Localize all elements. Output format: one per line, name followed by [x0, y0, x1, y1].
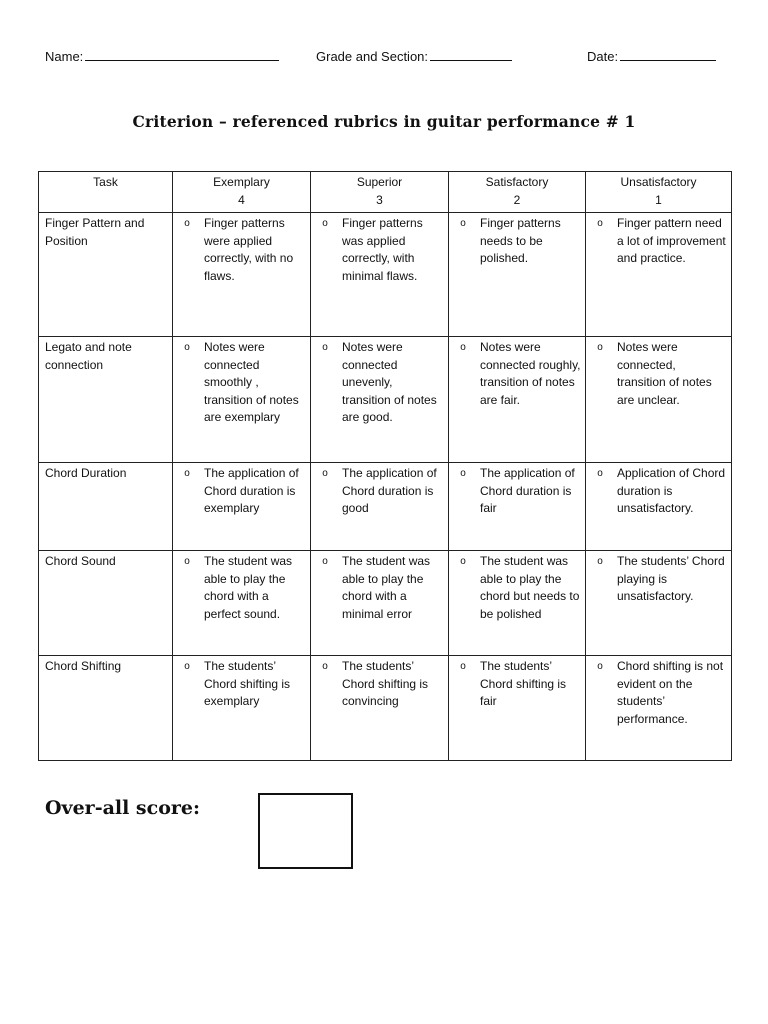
- cell-unsatisfactory: [586, 656, 732, 761]
- cell-text: The application of Chord duration is exemplary: [204, 466, 299, 515]
- bullet-icon: [590, 339, 610, 409]
- bullet-icon: [590, 465, 610, 518]
- cell-satisfactory: [449, 463, 586, 551]
- col-points: 1: [655, 192, 662, 207]
- bullet-icon: [453, 658, 473, 711]
- cell-exemplary: [173, 463, 311, 551]
- cell-unsatisfactory: [586, 463, 732, 551]
- bullet-icon: [453, 465, 473, 518]
- table-row: [39, 337, 732, 463]
- grade-section-blank-line[interactable]: [430, 47, 512, 61]
- cell-superior: [311, 213, 449, 337]
- cell-text: The application of Chord duration is good: [342, 466, 437, 515]
- cell-text: Finger pattern need a lot of improvement and practice.: [617, 216, 726, 265]
- bullet-icon: [177, 465, 197, 518]
- col-label: Exemplary: [213, 175, 270, 189]
- cell-satisfactory: [449, 551, 586, 656]
- task-name: Chord Duration: [39, 463, 173, 551]
- bullet-icon: [315, 215, 335, 285]
- rubric-table: [38, 171, 732, 761]
- cell-exemplary: [173, 656, 311, 761]
- cell-text: The student was able to play the chord with a perfect sound.: [204, 554, 293, 621]
- col-header-unsatisfactory: [586, 172, 732, 213]
- bullet-icon: [177, 553, 197, 623]
- cell-satisfactory: [449, 213, 586, 337]
- col-header-task: [39, 172, 173, 213]
- page-title: Criterion – referenced rubrics in guitar performance # 1: [132, 112, 636, 131]
- col-header-superior: [311, 172, 449, 213]
- table-row: [39, 656, 732, 761]
- bullet-icon: [590, 553, 610, 606]
- col-points: 4: [238, 192, 245, 207]
- bullet-icon: [453, 215, 473, 268]
- cell-satisfactory: [449, 337, 586, 463]
- table-row: [39, 463, 732, 551]
- col-header-satisfactory: [449, 172, 586, 213]
- col-label: Task: [93, 175, 118, 189]
- cell-unsatisfactory: [586, 213, 732, 337]
- cell-text: The students’ Chord shifting is fair: [480, 659, 567, 708]
- cell-text: The students’ Chord playing is unsatisfactory.: [617, 554, 725, 603]
- cell-text: Notes were connected smoothly , transition of notes are exemplary: [204, 340, 299, 424]
- cell-text: Application of Chord duration is unsatisfactory.: [617, 466, 726, 515]
- task-name: Chord Shifting: [39, 656, 173, 761]
- date-label: Date:: [587, 49, 619, 64]
- cell-text: Finger patterns needs to be polished.: [480, 216, 561, 265]
- cell-text: The student was able to play the chord but needs to be polished: [480, 554, 580, 621]
- task-name: Legato and note connection: [39, 337, 173, 463]
- bullet-icon: [590, 658, 610, 728]
- col-label: Superior: [356, 175, 403, 189]
- cell-text: The students’ Chord shifting is exemplary: [204, 659, 291, 708]
- cell-superior: [311, 463, 449, 551]
- bullet-icon: [315, 339, 335, 427]
- cell-satisfactory: [449, 656, 586, 761]
- cell-superior: [311, 551, 449, 656]
- bullet-icon: [453, 553, 473, 623]
- date-blank-line[interactable]: [620, 47, 716, 61]
- table-row: [39, 551, 732, 656]
- cell-unsatisfactory: [586, 337, 732, 463]
- bullet-icon: [453, 339, 473, 409]
- cell-text: The student was able to play the chord with a minimal error: [342, 554, 431, 621]
- cell-text: Finger patterns was applied correctly, with minimal flaws.: [342, 216, 423, 283]
- overall-score-box[interactable]: [258, 793, 353, 869]
- cell-text: Notes were connected roughly, transition of notes are fair.: [480, 340, 581, 407]
- bullet-icon: [177, 658, 197, 711]
- bullet-icon: [315, 658, 335, 711]
- name-label: Name:: [45, 49, 84, 64]
- cell-exemplary: [173, 551, 311, 656]
- bullet-icon: [315, 465, 335, 518]
- bullet-icon: [177, 215, 197, 285]
- cell-superior: [311, 337, 449, 463]
- header-row-cells: [39, 172, 732, 213]
- col-label: Satisfactory: [485, 175, 549, 189]
- col-points: 3: [376, 192, 383, 207]
- col-header-exemplary: [173, 172, 311, 213]
- cell-text: Notes were connected unevenly, transition of notes are good.: [342, 340, 437, 424]
- name-blank-line[interactable]: [85, 47, 279, 61]
- table-row: [39, 213, 732, 337]
- cell-text: Notes were connected, transition of notes are unclear.: [617, 340, 712, 407]
- grade-section-label: Grade and Section:: [316, 49, 429, 64]
- task-name: Chord Sound: [39, 551, 173, 656]
- date-field[interactable]: [587, 47, 716, 64]
- bullet-icon: [177, 339, 197, 427]
- cell-text: The students’ Chord shifting is convincing: [342, 659, 429, 708]
- bullet-icon: [315, 553, 335, 623]
- name-field[interactable]: [45, 47, 279, 64]
- cell-superior: [311, 656, 449, 761]
- col-label: Unsatisfactory: [620, 175, 697, 189]
- bullet-icon: [590, 215, 610, 268]
- cell-exemplary: [173, 213, 311, 337]
- cell-text: Chord shifting is not evident on the students’ performance.: [617, 659, 724, 726]
- overall-score-label: Over-all score:: [45, 797, 200, 819]
- cell-exemplary: [173, 337, 311, 463]
- cell-text: The application of Chord duration is fair: [480, 466, 575, 515]
- grade-section-field[interactable]: [316, 47, 512, 64]
- cell-unsatisfactory: [586, 551, 732, 656]
- col-points: 2: [513, 192, 521, 207]
- cell-text: Finger patterns were applied correctly, with no flaws.: [204, 216, 294, 283]
- header-row: [0, 47, 768, 67]
- task-name: Finger Pattern and Position: [39, 213, 173, 337]
